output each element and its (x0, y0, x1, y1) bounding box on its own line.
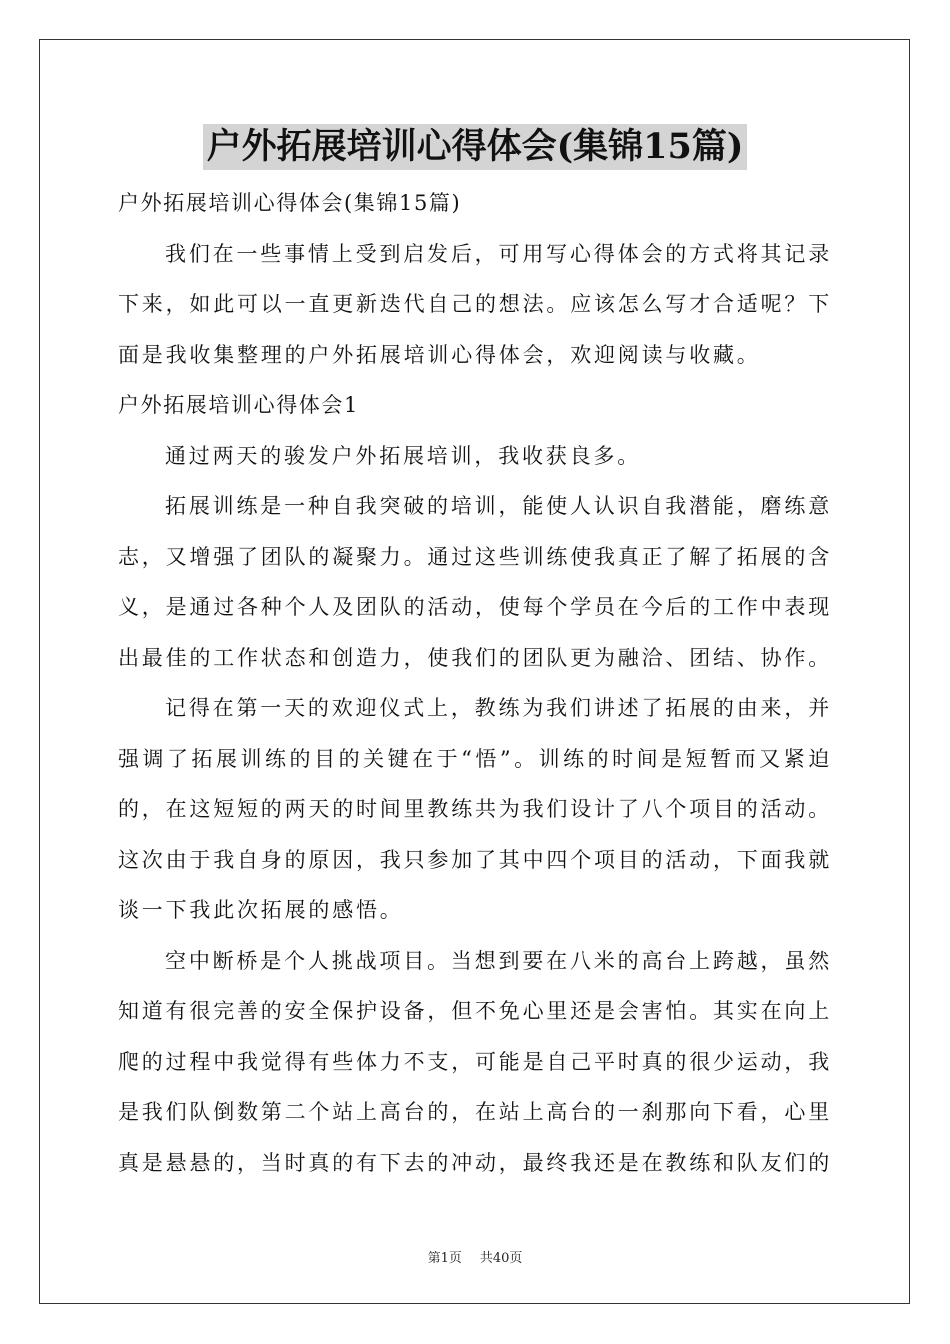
body-paragraph: 空中断桥是个人挑战项目。当想到要在八米的高台上跨越，虽然知道有很完善的安全保护设备，但不免心里还是会害怕。其实在向上爬的过程中我觉得有些体力不支，可能是自己平时真的很少运动，我是我们队倒数第二个站上高台的，在站上高台的一刹那向下看，心里真是悬悬的，当时真的有下去的冲动，最终我还是在教练和队友们的 (118, 948, 832, 1175)
document-title: 户外拓展培训心得体会(集锦15篇) (203, 124, 748, 170)
body-paragraph: 记得在第一天的欢迎仪式上，教练为我们讲述了拓展的由来，并强调了拓展训练的目的关键在于“悟”。训练的时间是短暂而又紧迫的，在这短短的两天的时间里教练共为我们设计了八个项目的活动。这次由于我自身的原因，我只参加了其中四个项目的活动，下面我就谈一下我此次拓展的感悟。 (118, 696, 832, 922)
page-number: 第1页 (427, 1251, 462, 1266)
intro-paragraph: 我们在一些事情上受到启发后，可用写心得体会的方式将其记录下来，如此可以一直更新迭代自己的想法。应该怎么写才合适呢？下面是我收集整理的户外拓展培训心得体会，欢迎阅读与收藏。 (118, 241, 832, 367)
body-paragraph: 通过两天的骏发户外拓展培训，我收获良多。 (165, 443, 641, 468)
page-total: 共40页 (479, 1251, 523, 1266)
title-area (0, 124, 950, 170)
body-paragraph: 拓展训练是一种自我突破的培训，能使人认识自我潜能，磨练意志，又增强了团队的凝聚力。通过这些训练使我真正了解了拓展的含义，是通过各种个人及团队的活动，使每个学员在今后的工作中表现出最佳的工作状态和创造力，使我们的团队更为融洽、团结、协作。 (118, 494, 832, 670)
page-footer (0, 1247, 950, 1266)
document-body (118, 178, 832, 1188)
document-subtitle: 户外拓展培训心得体会(集锦15篇) (118, 191, 462, 215)
section-heading: 户外拓展培训心得体会1 (118, 393, 359, 417)
